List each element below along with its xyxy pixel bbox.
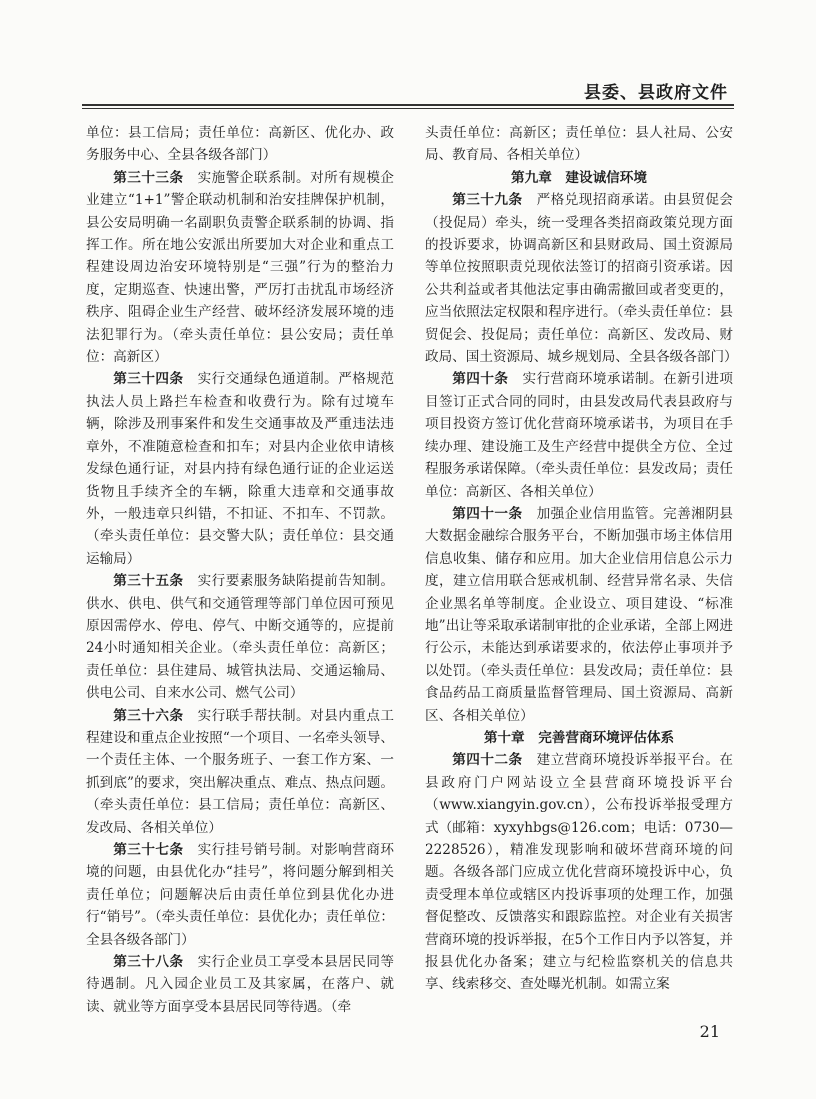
document-header-title: 县委、县政府文件	[584, 83, 728, 103]
paragraph: 第三十九条 严格兑现招商承诺。由县贸促会（投促局）牵头，统一受理各类招商政策兑现方面的投诉要求，协调高新区和县财政局、国土资源局等单位按照职责兑现依法签订的招商引资承诺。因公共利益或者其他法定事由确需撤回或者变更的，应当依照法定权限和程序进行。（牵头责任单位：县贸促会、投促局；责任单位：高新区、发改局、财政局、国土资源局、城乡规划局、全县各级各部门）	[425, 192, 738, 366]
right-column	[425, 122, 738, 996]
article-number: 第四十二条	[452, 752, 523, 769]
article-number: 第三十五条	[113, 573, 184, 590]
chapter-heading: 第十章 完善营商环境评估体系	[483, 729, 675, 746]
paragraph: 第三十八条 实行企业员工享受本县居民同等待遇制。凡入园企业员工及其家属，在落户、就读、就业等方面享受本县居民同等待遇。（牵	[86, 954, 395, 1015]
article-number: 第三十八条	[113, 954, 184, 971]
paragraph: 单位：县工信局；责任单位：高新区、优化办、政务服务中心、全县各级各部门）	[86, 125, 394, 164]
paragraph: 第三十四条 实行交通绿色通道制。严格规范执法人员上路拦车检查和收费行为。除有过境车辆，除涉及刑事案件和发生交通事故及严重违法违章外，不准随意检查和扣车；对县内企业依申请核发绿色通行证，对县内持有绿色通行证的企业运送货物且手续齐全的车辆，除重大违章和交通事故外，一般违章只纠错，不扣证、不扣车、不罚款。（牵头责任单位：县交警大队；责任单位：县交通运输局）	[86, 371, 395, 567]
page-number: 21	[699, 1022, 720, 1041]
paragraph: 第四十一条 加强企业信用监管。完善湘阴县大数据金融综合服务平台，不断加强市场主体信用信息收集、储存和应用。加大企业信用信息公示力度，建立信用联合惩戒机制、经营异常名录、失信企业黑名单等制度。企业设立、项目建设、“标准地”出让等采取承诺制审批的企业承诺，全部上网进行公示，未能达到承诺要求的，依法停止事项并予以处罚。（牵头责任单位：县发改局；责任单位：县食品药品工商质量监督管理局、国土资源局、高新区、各相关单位）	[425, 505, 734, 724]
paragraph: 第四十条 实行营商环境承诺制。在新引进项目签订正式合同的同时，由县发改局代表县政府与项目投资方签订优化营商环境承诺书，为项目在手续办理、建设施工及生产经营中提供全方位、全过程服务承诺保障。（牵头责任单位：县发改局；责任单位：高新区、各相关单位）	[425, 371, 734, 500]
article-number: 第四十一条	[452, 505, 523, 522]
header-divider	[82, 104, 734, 106]
paragraph: 第三十七条 实行挂号销号制。对影响营商环境的问题，由县优化办“挂号”，将问题分解到相关责任单位；问题解决后由责任单位到县优化办进行“销号”。（牵头责任单位：县优化办；责任单位：全县各级各部门）	[86, 842, 395, 948]
chapter-heading: 第九章 建设诚信环境	[511, 169, 647, 186]
paragraph: 第三十六条 实行联手帮扶制。对县内重点工程建设和重点企业按照“一个项目、一名牵头领导、一个责任主体、一个服务班子、一套工作方案、一抓到底”的要求，突出解决重点、难点、热点问题。（牵头责任单位：县工信局；责任单位：高新区、发改局、各相关单位）	[86, 707, 395, 836]
article-number: 第四十条	[452, 371, 509, 388]
article-number: 第三十九条	[452, 192, 523, 209]
article-number: 第三十四条	[113, 371, 184, 388]
paragraph: 头责任单位：高新区；责任单位：县人社局、公安局、教育局、各相关单位）	[425, 125, 733, 164]
paragraph: 第三十三条 实施警企联系制。对所有规模企业建立“1+1”警企联动机制和治安挂牌保护机制，县公安局明确一名副职负责警企联系制的协调、指挥工作。所在地公安派出所要加大对企业和重点工程建设周边治安环境特别是“三强”行为的整治力度，定期巡查、快速出警，严厉打击扰乱市场经济秩序、阻碍企业生产经营、破坏经济发展环境的违法犯罪行为。（牵头责任单位：县公安局；责任单位：高新区）	[86, 169, 395, 366]
article-number: 第三十七条	[113, 842, 184, 858]
article-number: 第三十三条	[113, 169, 184, 186]
article-number: 第三十六条	[113, 707, 184, 724]
paragraph: 第三十五条 实行要素服务缺陷提前告知制。供水、供电、供气和交通管理等部门单位因可预见原因需停水、停电、停气、中断交通等的，应提前24小时通知相关企业。（牵头责任单位：高新区；责任单位：县住建局、城管执法局、交通运输局、供电公司、自来水公司、燃气公司）	[86, 573, 395, 702]
left-column	[86, 122, 394, 1018]
paragraph: 第四十二条 建立营商环境投诉举报平台。在县政府门户网站设立全县营商环境投诉平台（www.xiangyin.gov.cn），公布投诉举报受理方式（邮箱：xyxyhbgs@126.com；电话：0730—2228526），精准发现影响和破坏营商环境的问题。各级各部门应成立优化营商环境投诉中心，负责受理本单位或辖区内投诉事项的处理工作，加强督促整改、反馈落实和跟踪监控。对企业有关损害营商环境的投诉举报，在5个工作日内予以答复，并报县优化办备案；建立与纪检监察机关的信息共享、线索移交、查处曝光机制。如需立案	[425, 752, 734, 993]
header-divider-thin	[82, 108, 734, 109]
